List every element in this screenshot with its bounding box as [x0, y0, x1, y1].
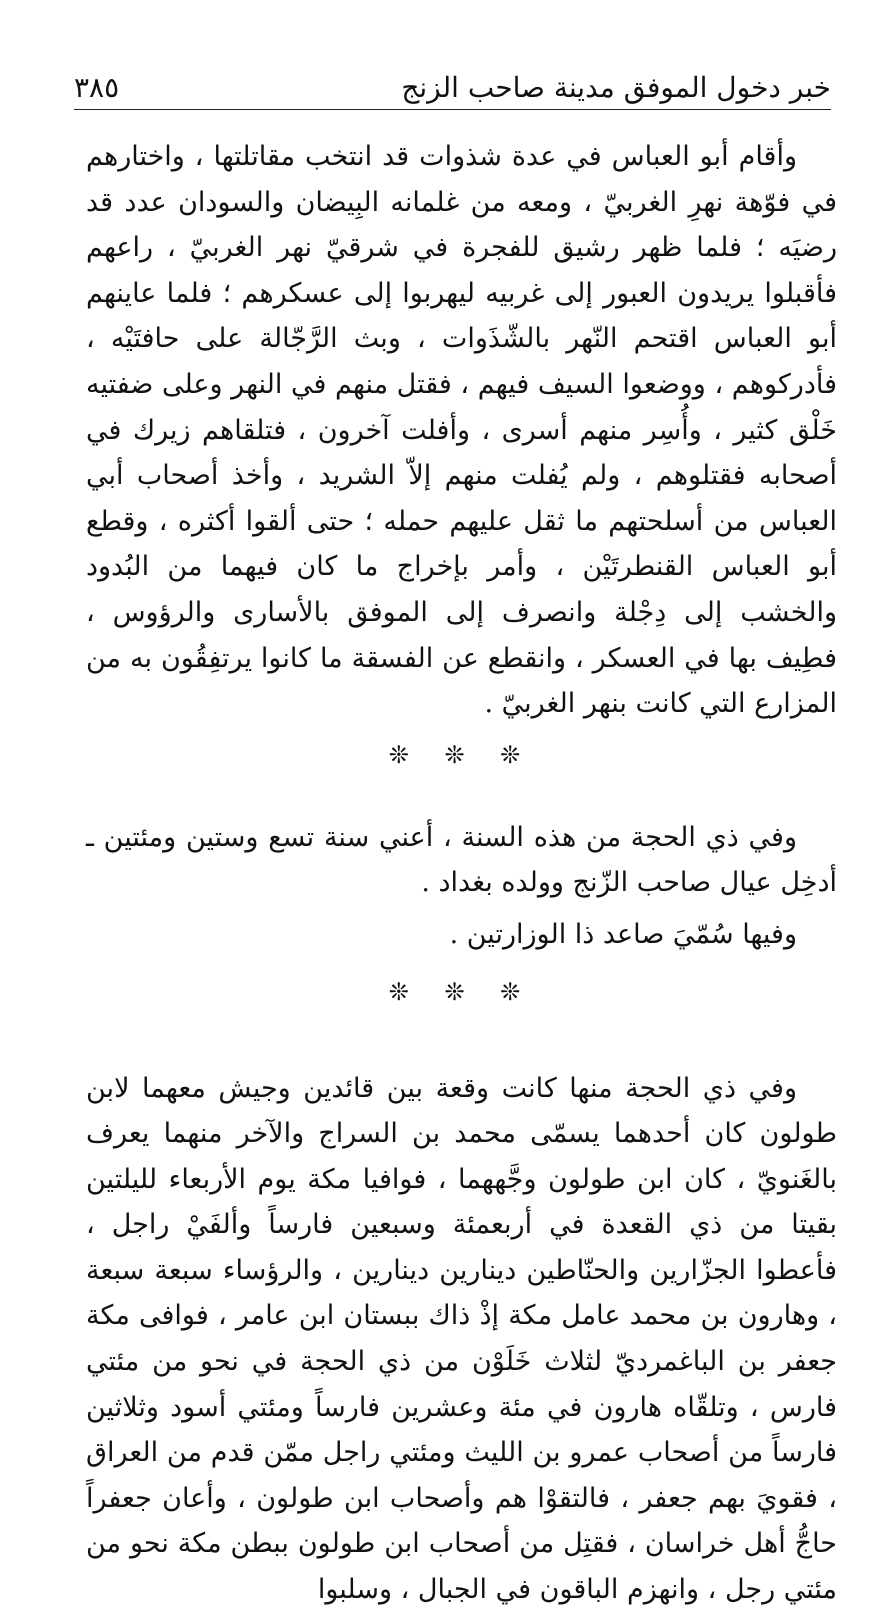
paragraph-ibn-tulun: وفي ذي الحجة منها كانت وقعة بين قائدين وجيش معهما لابن طولون كان أحدهما يسمّى محمد بن السراج والآخر منهما يعرف بالغَنويّ ، كان ابن طولون وجَّههما ، فوافيا مكة يوم الأربعاء لليلتين بقيتا من ذي القعدة في أربعمئة وسبعين فارساً وألفَيْ راجل ، فأعطوا الجزّارين والحنّاطين دينارين دينارين ، والرؤساء سبعة سبعة ، وهارون بن محمد عامل مكة إذْ ذاك ببستان ابن عامر ، فوافى مكة جعفر بن الباغمرديّ لثلاث خَلَوْن من ذي الحجة في نحو من مئتي فارس ، وتلقّاه هارون في مئة وعشرين فارساً ومئتي أسود وثلاثين فارساً من أصحاب عمرو بن الليث ومئتي راجل ممّن قدم من العراق ، فقويَ بهم جعفر ، فالتقوْا هم وأصحاب ابن طولون ، وأعان جعفراً حاجُّ أهل خراسان ، فقتِل من أصحاب ابن طولون ببطن مكة نحو من مئتي رجل ، وانهزم الباقون في الجبال ، وسلبوا [86, 1072, 837, 1606]
section-divider: ❊ ❊ ❊ [388, 740, 535, 769]
paragraph-saed: وفيها سُمّيَ صاعد ذا الوزارتين . [449, 918, 797, 950]
paragraph-abu-al-abbas: وأقام أبو العباس في عدة شذوات قد انتخب مقاتلتها ، واختارهم في فوّهة نهرِ الغربيّ ، ومعه من غلمانه البِيضان والسودان عدد قد رضيَه ؛ فلما ظهر رشيق للفجرة في شرقيّ نهر الغربيّ ، راعهم فأقبلوا يريدون العبور إلى غربيه ليهربوا إلى عسكرهم ؛ فلما عاينهم أبو العباس اقتحم النّهر بالشّذَوات ، وبث الرَّجّالة على حافتَيْه ، فأدركوهم ، ووضعوا السيف فيهم ، فقتل منهم في النهر وعلى ضفتيه خَلْق كثير ، وأُسِر منهم أسرى ، وأفلت آخرون ، فتلقاهم زيرك في أصحابه فقتلوهم ، ولم يُفلت منهم إلاّ الشريد ، وأخذ أصحاب أبي العباس من أسلحتهم ما ثقل عليهم حمله ؛ حتى ألقوا أكثره ، وقطع أبو العباس القنطرتَيْن ، وأمر بإخراج ما كان فيهما من البُدود والخشب إلى دِجْلة وانصرف إلى الموفق بالأسارى والرؤوس ، فطِيف بها في العسكر ، وانقطع عن الفسقة ما كانوا يرتفِقُون به من المزارع التي كانت بنهر الغربيّ . [86, 141, 837, 720]
chapter-title: خبر دخول الموفق مدينة صاحب الزنج [401, 71, 831, 104]
running-head [74, 66, 831, 110]
page-number: ٣٨٥ [74, 71, 120, 104]
page-body [86, 134, 837, 1613]
section-divider: ❊ ❊ ❊ [388, 977, 535, 1006]
paragraph-dhu-al-hijja: وفي ذي الحجة من هذه السنة ، أعني سنة تسع وستين ومئتين ـ أدخِل عيال صاحب الزّنج وولده بغداد . [86, 821, 837, 899]
